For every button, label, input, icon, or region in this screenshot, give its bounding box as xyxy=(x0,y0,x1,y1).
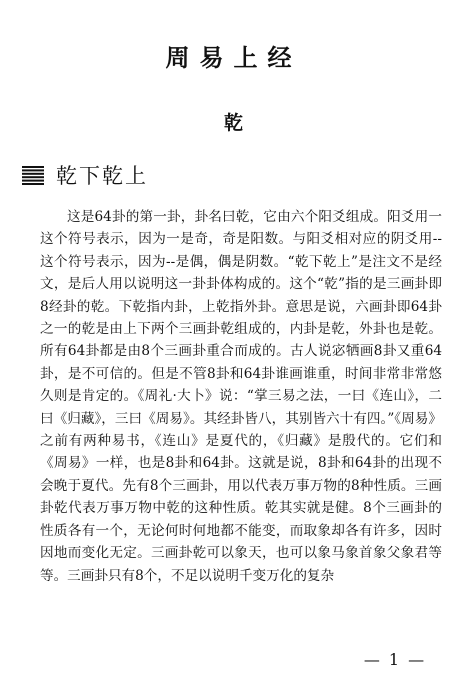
chapter-title: 乾 xyxy=(223,112,243,134)
six-solid-lines-hexagram-icon xyxy=(22,166,44,185)
hexagram-heading xyxy=(22,160,148,190)
body-paragraph: 这是64卦的第一卦，卦名曰乾，它由六个阳爻组成。阳爻用一这个符号表示，因为一是奇，奇是阳数。与阳爻相对应的阴爻用--这个符号表示，因为--是偶，偶是阴数。“乾下乾上”是注文不是经文，是后人用以说明这一卦卦体构成的。这个“乾”指的是三画卦即8经卦的乾。下乾指内卦，上乾指外卦。意思是说，六画卦即64卦之一的乾是由上下两个三画卦乾组成的，内卦是乾，外卦也是乾。所有64卦都是由8个三画卦重合而成的。古人说宓牺画8卦又重64卦，是不可信的。但是不管8卦和64卦谁画谁重，时间非常非常悠久则是肯定的。《周礼·大卜》说：“掌三易之法，一曰《连山》，二曰《归藏》，三曰《周易》。其经卦皆八，其别皆六十有四。”《周易》之前有两种易书，《连山》是夏代的，《归藏》是殷代的。它们和《周易》一样，也是8卦和64卦。这就是说，8卦和64卦的出现不会晚于夏代。先有8个三画卦，用以代表万事万物的8种性质。三画卦乾代表万事万物中乾的这种性质。乾其实就是健。8个三画卦的性质各有一个，无论何时何地都不能变，而取象却各有许多，因时因地而变化无定。三画卦乾可以象天，也可以象马象首象父象君等等。三画卦只有8个，不足以说明千变万化的复杂 xyxy=(40,209,442,584)
page-title: 周易上经 xyxy=(165,43,302,72)
hexagram-label: 乾下乾上 xyxy=(56,164,148,188)
page-number: — 1 — xyxy=(363,650,427,669)
